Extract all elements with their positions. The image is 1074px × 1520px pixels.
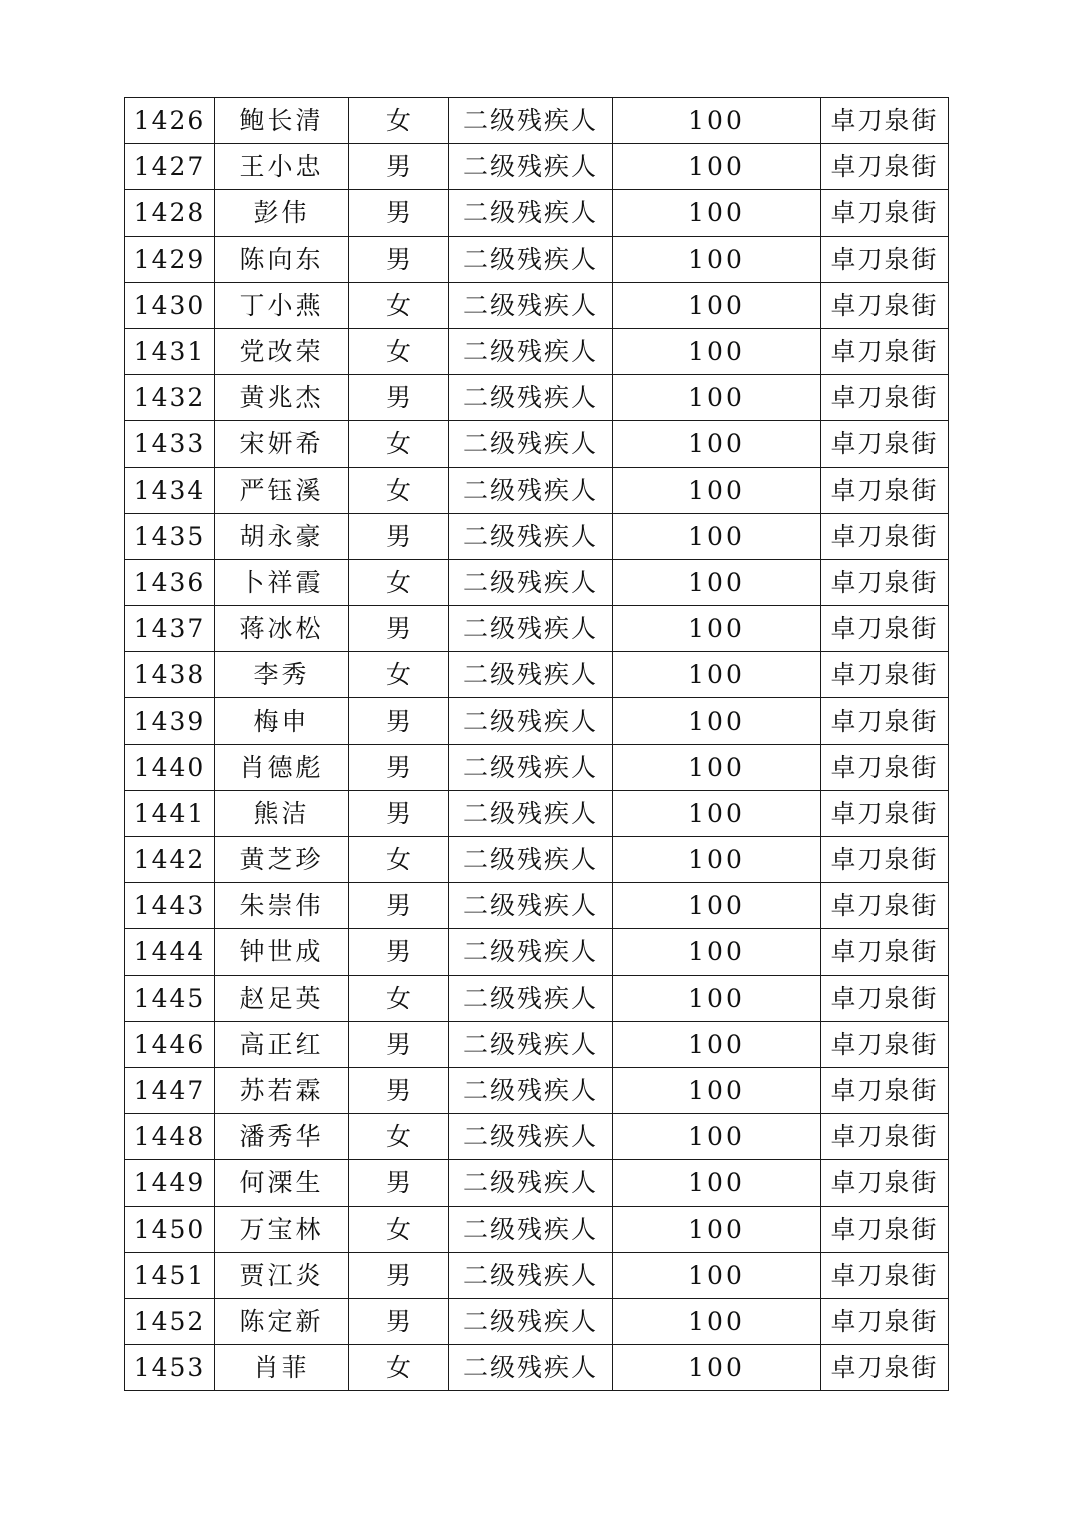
street-cell: 卓刀泉街 (821, 1298, 949, 1344)
disability-level-cell: 二级残疾人 (449, 1345, 613, 1391)
row-number-cell: 1428 (125, 190, 215, 236)
disability-level-cell: 二级残疾人 (449, 837, 613, 883)
gender-cell: 男 (349, 1067, 449, 1113)
street-cell: 卓刀泉街 (821, 190, 949, 236)
disability-level-cell: 二级残疾人 (449, 929, 613, 975)
gender-cell: 男 (349, 190, 449, 236)
table-row (125, 606, 949, 652)
street-cell: 卓刀泉街 (821, 975, 949, 1021)
amount-cell: 100 (613, 1206, 821, 1252)
amount-cell: 100 (613, 421, 821, 467)
street-cell: 卓刀泉街 (821, 1067, 949, 1113)
table-row (125, 1345, 949, 1391)
table-row (125, 1206, 949, 1252)
table-row (125, 1114, 949, 1160)
gender-cell: 女 (349, 282, 449, 328)
gender-cell: 男 (349, 375, 449, 421)
amount-cell: 100 (613, 744, 821, 790)
disability-level-cell: 二级残疾人 (449, 1114, 613, 1160)
name-cell: 李秀 (215, 652, 349, 698)
disability-level-cell: 二级残疾人 (449, 513, 613, 559)
table-row (125, 744, 949, 790)
row-number-cell: 1446 (125, 1021, 215, 1067)
amount-cell: 100 (613, 467, 821, 513)
table-row (125, 975, 949, 1021)
disability-level-cell: 二级残疾人 (449, 1206, 613, 1252)
row-number-cell: 1434 (125, 467, 215, 513)
street-cell: 卓刀泉街 (821, 98, 949, 144)
name-cell: 严钰溪 (215, 467, 349, 513)
amount-cell: 100 (613, 1345, 821, 1391)
table-row (125, 190, 949, 236)
amount-cell: 100 (613, 190, 821, 236)
table-row (125, 144, 949, 190)
table-row (125, 837, 949, 883)
name-cell: 贾江炎 (215, 1252, 349, 1298)
gender-cell: 女 (349, 975, 449, 1021)
disability-subsidy-table (124, 97, 949, 1391)
disability-level-cell: 二级残疾人 (449, 1298, 613, 1344)
row-number-cell: 1453 (125, 1345, 215, 1391)
gender-cell: 男 (349, 144, 449, 190)
street-cell: 卓刀泉街 (821, 375, 949, 421)
disability-level-cell: 二级残疾人 (449, 421, 613, 467)
amount-cell: 100 (613, 606, 821, 652)
street-cell: 卓刀泉街 (821, 883, 949, 929)
gender-cell: 男 (349, 513, 449, 559)
row-number-cell: 1436 (125, 559, 215, 605)
disability-level-cell: 二级残疾人 (449, 375, 613, 421)
name-cell: 黄兆杰 (215, 375, 349, 421)
street-cell: 卓刀泉街 (821, 1252, 949, 1298)
name-cell: 陈定新 (215, 1298, 349, 1344)
row-number-cell: 1435 (125, 513, 215, 559)
gender-cell: 男 (349, 606, 449, 652)
amount-cell: 100 (613, 144, 821, 190)
amount-cell: 100 (613, 837, 821, 883)
table-body (125, 98, 949, 1391)
street-cell: 卓刀泉街 (821, 1160, 949, 1206)
gender-cell: 女 (349, 652, 449, 698)
gender-cell: 男 (349, 883, 449, 929)
disability-level-cell: 二级残疾人 (449, 144, 613, 190)
amount-cell: 100 (613, 1298, 821, 1344)
gender-cell: 女 (349, 98, 449, 144)
amount-cell: 100 (613, 883, 821, 929)
amount-cell: 100 (613, 328, 821, 374)
name-cell: 潘秀华 (215, 1114, 349, 1160)
amount-cell: 100 (613, 652, 821, 698)
amount-cell: 100 (613, 513, 821, 559)
gender-cell: 女 (349, 1206, 449, 1252)
disability-level-cell: 二级残疾人 (449, 883, 613, 929)
gender-cell: 女 (349, 1345, 449, 1391)
name-cell: 高正红 (215, 1021, 349, 1067)
name-cell: 肖菲 (215, 1345, 349, 1391)
amount-cell: 100 (613, 1114, 821, 1160)
street-cell: 卓刀泉街 (821, 421, 949, 467)
amount-cell: 100 (613, 790, 821, 836)
street-cell: 卓刀泉街 (821, 236, 949, 282)
row-number-cell: 1432 (125, 375, 215, 421)
disability-level-cell: 二级残疾人 (449, 559, 613, 605)
name-cell: 丁小燕 (215, 282, 349, 328)
gender-cell: 男 (349, 1298, 449, 1344)
gender-cell: 女 (349, 1114, 449, 1160)
table-row (125, 698, 949, 744)
name-cell: 朱崇伟 (215, 883, 349, 929)
name-cell: 王小忠 (215, 144, 349, 190)
name-cell: 梅申 (215, 698, 349, 744)
gender-cell: 男 (349, 1252, 449, 1298)
disability-level-cell: 二级残疾人 (449, 328, 613, 374)
row-number-cell: 1426 (125, 98, 215, 144)
name-cell: 宋妍希 (215, 421, 349, 467)
table-row (125, 467, 949, 513)
amount-cell: 100 (613, 698, 821, 744)
amount-cell: 100 (613, 236, 821, 282)
name-cell: 赵足英 (215, 975, 349, 1021)
row-number-cell: 1441 (125, 790, 215, 836)
row-number-cell: 1445 (125, 975, 215, 1021)
name-cell: 蒋冰松 (215, 606, 349, 652)
table-row (125, 1160, 949, 1206)
disability-level-cell: 二级残疾人 (449, 790, 613, 836)
row-number-cell: 1442 (125, 837, 215, 883)
name-cell: 彭伟 (215, 190, 349, 236)
table-row (125, 790, 949, 836)
gender-cell: 男 (349, 698, 449, 744)
row-number-cell: 1443 (125, 883, 215, 929)
table-row (125, 98, 949, 144)
gender-cell: 男 (349, 929, 449, 975)
row-number-cell: 1429 (125, 236, 215, 282)
table-row (125, 282, 949, 328)
amount-cell: 100 (613, 1021, 821, 1067)
disability-level-cell: 二级残疾人 (449, 190, 613, 236)
street-cell: 卓刀泉街 (821, 1021, 949, 1067)
table-row (125, 513, 949, 559)
street-cell: 卓刀泉街 (821, 1345, 949, 1391)
name-cell: 卜祥霞 (215, 559, 349, 605)
name-cell: 肖德彪 (215, 744, 349, 790)
table-row (125, 1021, 949, 1067)
street-cell: 卓刀泉街 (821, 467, 949, 513)
gender-cell: 男 (349, 1021, 449, 1067)
table-row (125, 375, 949, 421)
name-cell: 钟世成 (215, 929, 349, 975)
street-cell: 卓刀泉街 (821, 744, 949, 790)
disability-level-cell: 二级残疾人 (449, 467, 613, 513)
disability-level-cell: 二级残疾人 (449, 1252, 613, 1298)
disability-level-cell: 二级残疾人 (449, 744, 613, 790)
table-row (125, 1252, 949, 1298)
row-number-cell: 1430 (125, 282, 215, 328)
name-cell: 陈向东 (215, 236, 349, 282)
amount-cell: 100 (613, 1252, 821, 1298)
street-cell: 卓刀泉街 (821, 698, 949, 744)
name-cell: 黄芝珍 (215, 837, 349, 883)
disability-level-cell: 二级残疾人 (449, 236, 613, 282)
row-number-cell: 1447 (125, 1067, 215, 1113)
street-cell: 卓刀泉街 (821, 1206, 949, 1252)
disability-level-cell: 二级残疾人 (449, 1160, 613, 1206)
row-number-cell: 1431 (125, 328, 215, 374)
table-row (125, 559, 949, 605)
gender-cell: 女 (349, 328, 449, 374)
disability-level-cell: 二级残疾人 (449, 1067, 613, 1113)
street-cell: 卓刀泉街 (821, 1114, 949, 1160)
table-row (125, 328, 949, 374)
gender-cell: 男 (349, 236, 449, 282)
name-cell: 胡永豪 (215, 513, 349, 559)
row-number-cell: 1439 (125, 698, 215, 744)
disability-level-cell: 二级残疾人 (449, 1021, 613, 1067)
disability-level-cell: 二级残疾人 (449, 652, 613, 698)
gender-cell: 女 (349, 421, 449, 467)
row-number-cell: 1440 (125, 744, 215, 790)
gender-cell: 女 (349, 559, 449, 605)
name-cell: 何溧生 (215, 1160, 349, 1206)
row-number-cell: 1449 (125, 1160, 215, 1206)
street-cell: 卓刀泉街 (821, 328, 949, 374)
amount-cell: 100 (613, 98, 821, 144)
street-cell: 卓刀泉街 (821, 513, 949, 559)
street-cell: 卓刀泉街 (821, 144, 949, 190)
disability-level-cell: 二级残疾人 (449, 698, 613, 744)
table-row (125, 929, 949, 975)
gender-cell: 女 (349, 467, 449, 513)
street-cell: 卓刀泉街 (821, 606, 949, 652)
street-cell: 卓刀泉街 (821, 282, 949, 328)
amount-cell: 100 (613, 375, 821, 421)
disability-level-cell: 二级残疾人 (449, 975, 613, 1021)
street-cell: 卓刀泉街 (821, 929, 949, 975)
row-number-cell: 1438 (125, 652, 215, 698)
row-number-cell: 1444 (125, 929, 215, 975)
row-number-cell: 1451 (125, 1252, 215, 1298)
table-row (125, 883, 949, 929)
amount-cell: 100 (613, 1067, 821, 1113)
table-row (125, 1067, 949, 1113)
table-row (125, 652, 949, 698)
street-cell: 卓刀泉街 (821, 652, 949, 698)
table-row (125, 236, 949, 282)
row-number-cell: 1450 (125, 1206, 215, 1252)
amount-cell: 100 (613, 975, 821, 1021)
row-number-cell: 1448 (125, 1114, 215, 1160)
name-cell: 熊洁 (215, 790, 349, 836)
gender-cell: 男 (349, 790, 449, 836)
gender-cell: 男 (349, 1160, 449, 1206)
disability-level-cell: 二级残疾人 (449, 98, 613, 144)
gender-cell: 女 (349, 837, 449, 883)
table-row (125, 421, 949, 467)
name-cell: 万宝林 (215, 1206, 349, 1252)
row-number-cell: 1433 (125, 421, 215, 467)
name-cell: 苏若霖 (215, 1067, 349, 1113)
amount-cell: 100 (613, 559, 821, 605)
amount-cell: 100 (613, 929, 821, 975)
gender-cell: 男 (349, 744, 449, 790)
street-cell: 卓刀泉街 (821, 790, 949, 836)
row-number-cell: 1437 (125, 606, 215, 652)
amount-cell: 100 (613, 1160, 821, 1206)
disability-level-cell: 二级残疾人 (449, 282, 613, 328)
name-cell: 鲍长清 (215, 98, 349, 144)
name-cell: 党改荣 (215, 328, 349, 374)
amount-cell: 100 (613, 282, 821, 328)
disability-level-cell: 二级残疾人 (449, 606, 613, 652)
street-cell: 卓刀泉街 (821, 559, 949, 605)
row-number-cell: 1452 (125, 1298, 215, 1344)
street-cell: 卓刀泉街 (821, 837, 949, 883)
row-number-cell: 1427 (125, 144, 215, 190)
table-row (125, 1298, 949, 1344)
